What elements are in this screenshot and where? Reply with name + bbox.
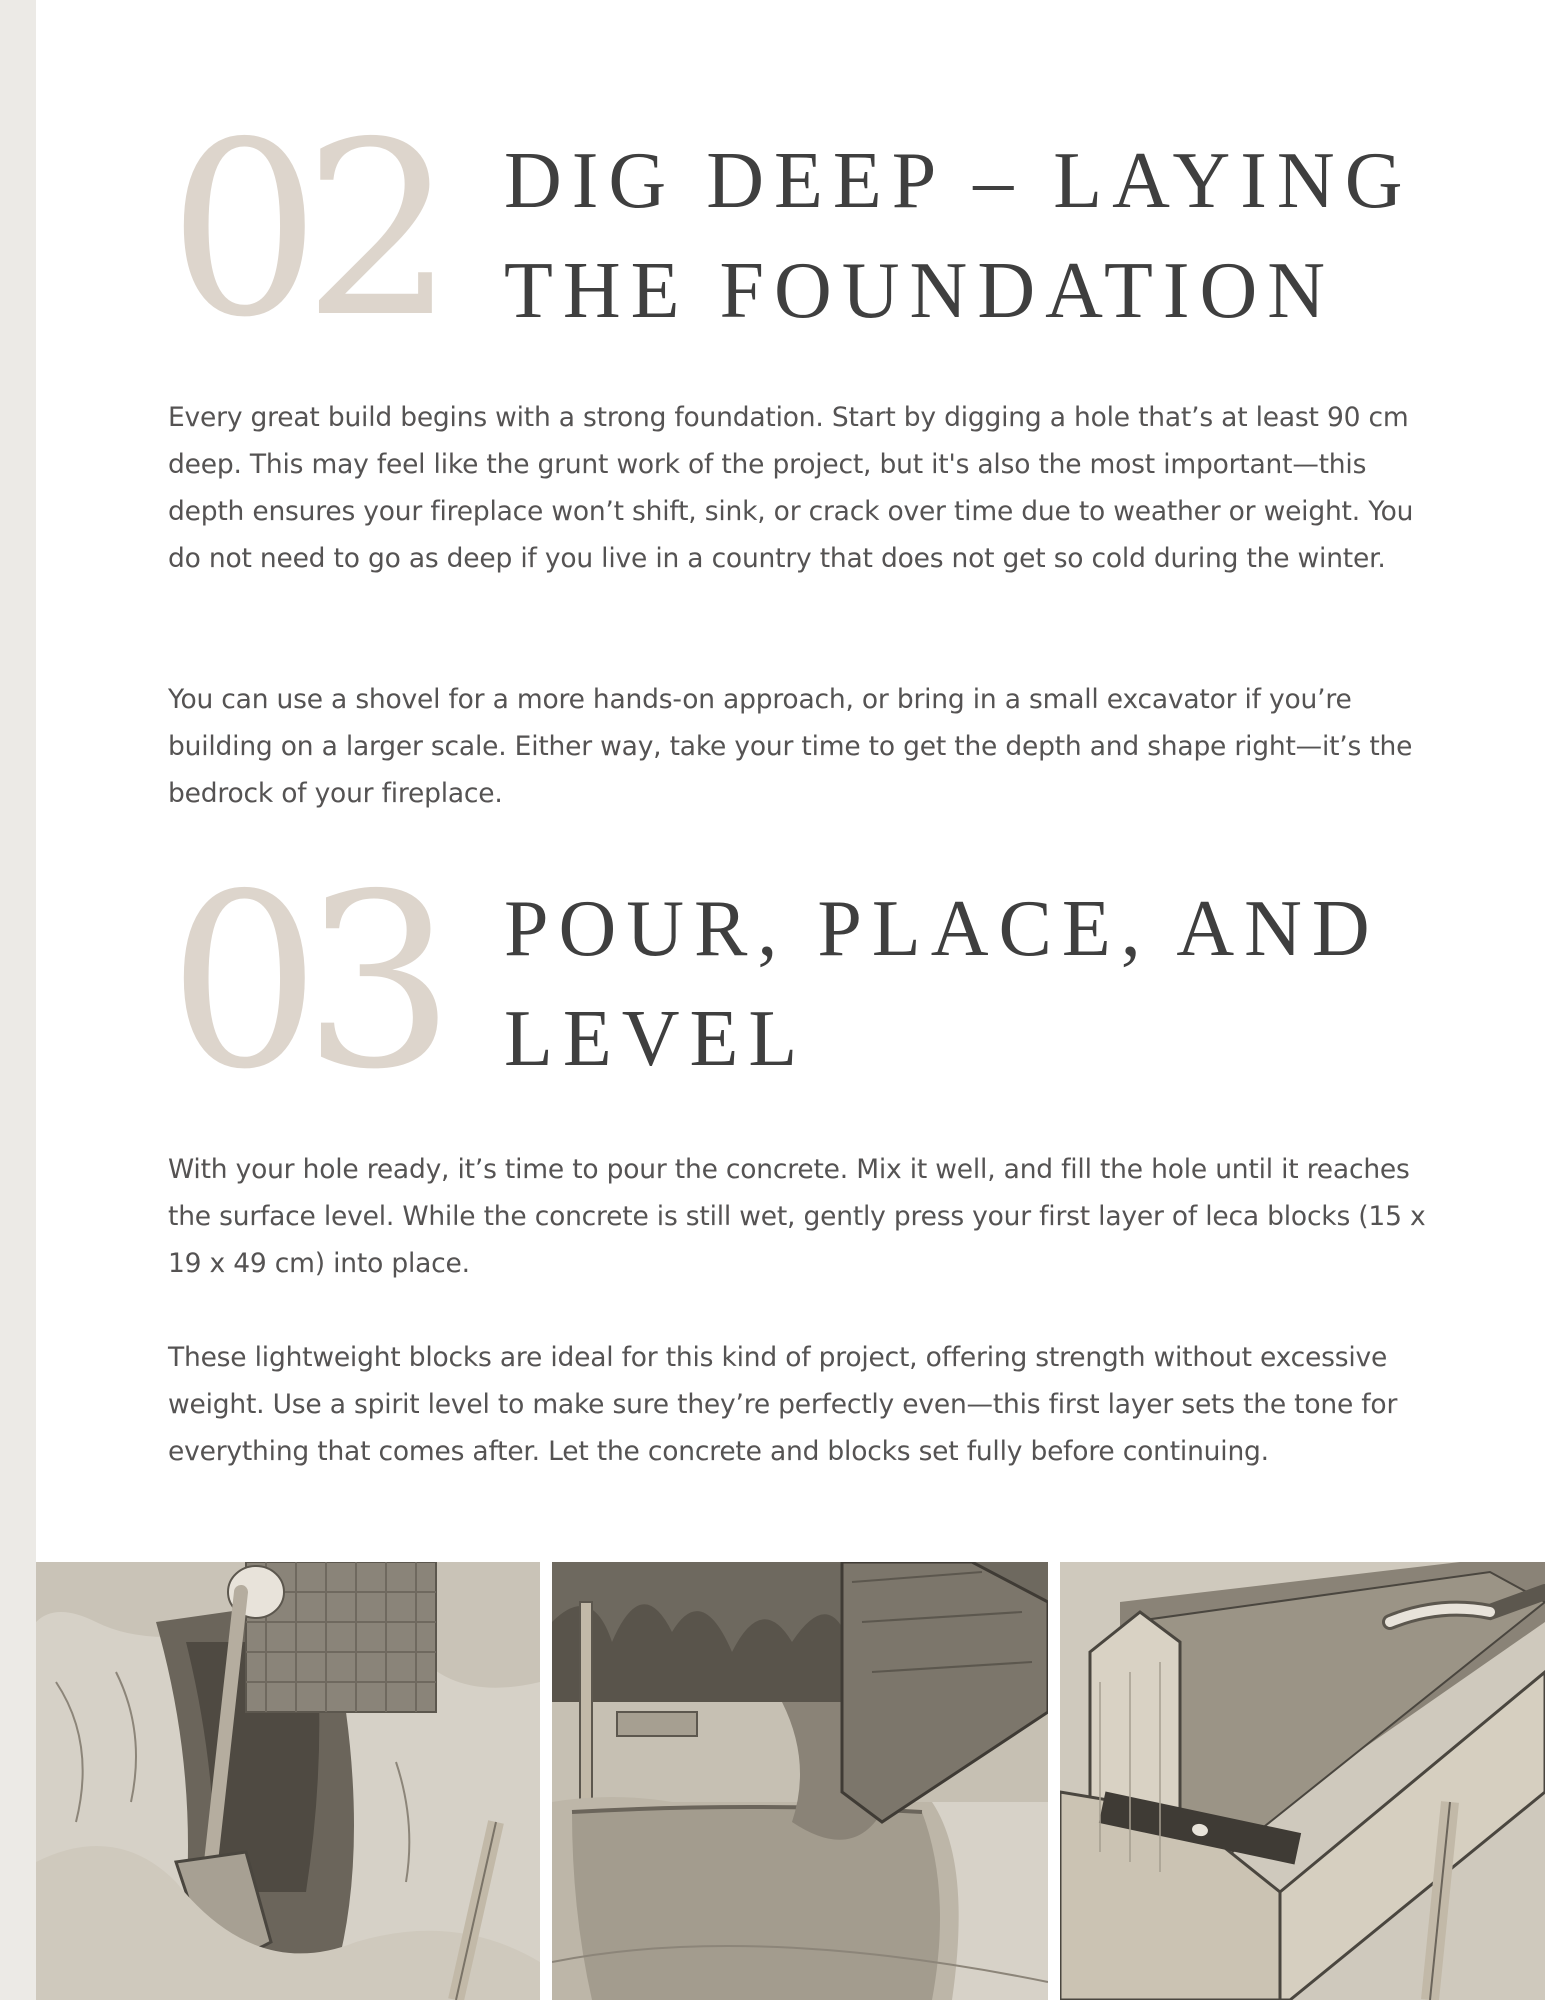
paragraph: With your hole ready, it’s time to pour the concrete. Mix it well, and fill the hole until it reaches the surface level. While the concrete is still wet, gently press your first layer of leca blocks (15 x 19 x 49 cm) into place.: [168, 1154, 1426, 1279]
digging-sketch-icon: [36, 1562, 540, 2000]
pouring-concrete-sketch-illustration: [552, 1562, 1048, 2000]
step-title: POUR, PLACE, AND LEVEL: [504, 885, 1380, 1083]
side-strip: [0, 0, 36, 2000]
leveling-blocks-sketch-icon: [1060, 1562, 1545, 2000]
paragraph: You can use a shovel for a more hands-on approach, or bring in a small excavator if you’re building on a larger scale. Either way, take your time to get the depth and shape right—it’s the bedrock of your fireplace.: [168, 684, 1413, 809]
pouring-concrete-sketch-icon: [552, 1562, 1048, 2000]
paragraph: Every great build begins with a strong foundation. Start by digging a hole that’s at least 90 cm deep. This may feel like the grunt work of the project, but it's also the most important—this depth ensures your fireplace won’t shift, sink, or crack over time due to weather or weight. You do not need to go as deep if you live in a country that does not get so cold during the winter.: [168, 402, 1414, 574]
step-03-header: [168, 842, 1428, 1122]
leveling-blocks-sketch-illustration: [1060, 1562, 1545, 2000]
paragraph: These lightweight blocks are ideal for this kind of project, offering strength without excessive weight. Use a spirit level to make sure they’re perfectly even—this first layer sets the tone for everything that comes after. Let the concrete and blocks set fully before continuing.: [168, 1342, 1398, 1467]
digging-sketch-illustration: [36, 1562, 540, 2000]
step-number: 02: [168, 90, 438, 370]
step-number: 03: [168, 842, 438, 1122]
step-02-header: [168, 90, 1428, 370]
step-title: DIG DEEP – LAYING THE FOUNDATION: [504, 137, 1413, 335]
